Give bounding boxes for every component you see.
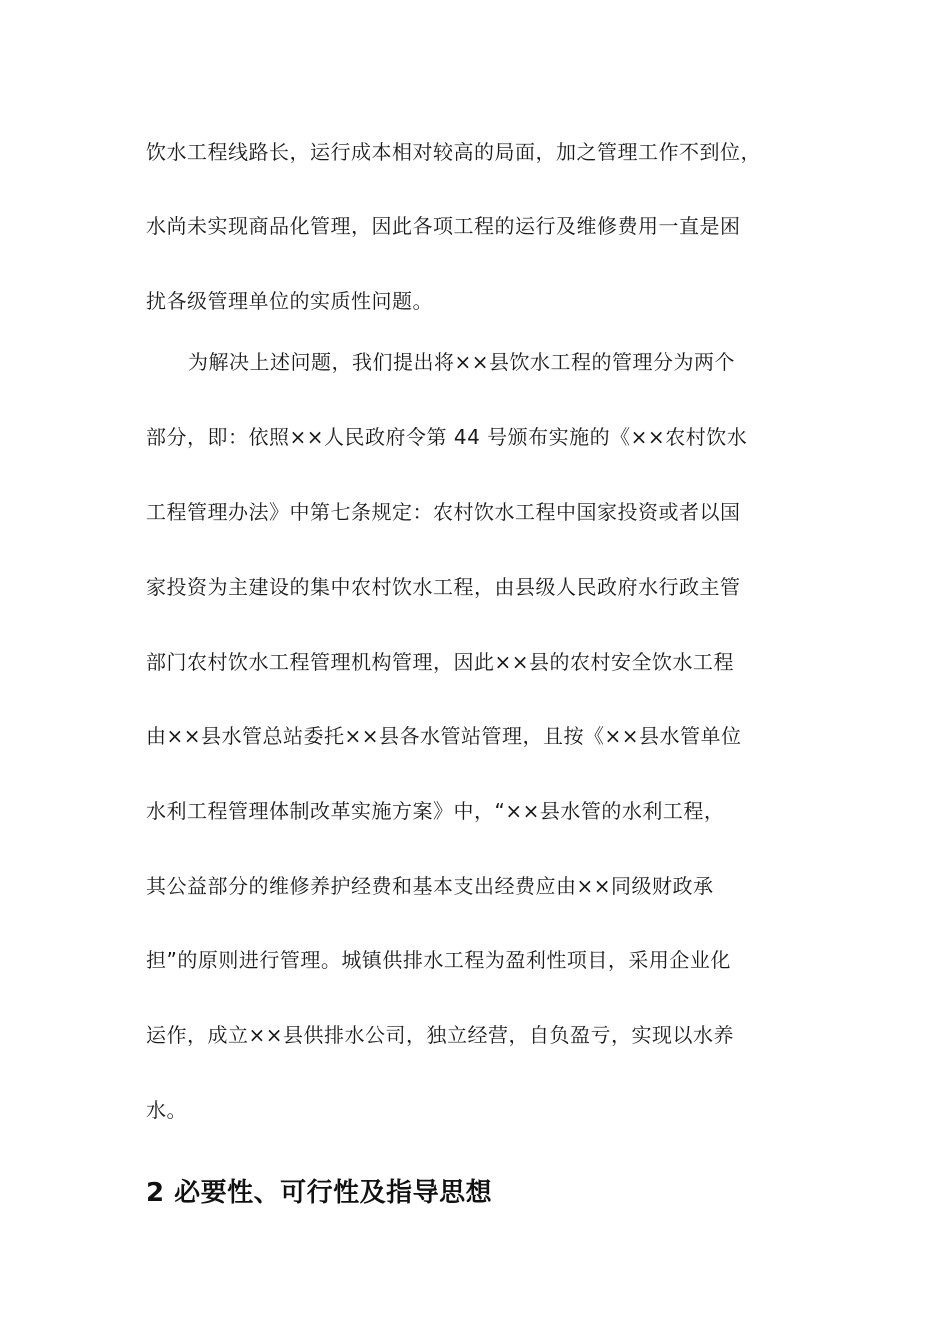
paragraph-2-line-6: 由××县水管总站委托××县各水管站管理，且按《××县水管单位 <box>146 724 742 748</box>
paragraph-1-line-2: 水尚未实现商品化管理，因此各项工程的运行及维修费用一直是困 <box>146 214 741 238</box>
paragraph-1-line-1: 饮水工程线路长，运行成本相对较高的局面，加之管理工作不到位， <box>146 140 761 164</box>
paragraph-2-line-2: 部分，即：依照××人民政府令第 44 号颁布实施的《××农村饮水 <box>146 425 748 449</box>
paragraph-2-line-1: 为解决上述问题，我们提出将××县饮水工程的管理分为两个 <box>188 350 736 374</box>
paragraph-2-line-5: 部门农村饮水工程管理机构管理，因此××县的农村安全饮水工程 <box>146 650 735 674</box>
paragraph-2-line-7: 水利工程管理体制改革实施方案》中，“××县水管的水利工程， <box>146 799 725 823</box>
paragraph-2-line-10: 运作，成立××县供排水公司，独立经营，自负盈亏，实现以水养 <box>146 1023 735 1047</box>
paragraph-2-line-11: 水。 <box>146 1098 187 1122</box>
paragraph-1-line-3: 扰各级管理单位的实质性问题。 <box>146 289 433 313</box>
paragraph-2-line-3: 工程管理办法》中第七条规定：农村饮水工程中国家投资或者以国 <box>146 500 741 524</box>
paragraph-2-line-9: 担”的原则进行管理。城镇供排水工程为盈利性项目，采用企业化 <box>146 948 731 972</box>
paragraph-2-line-8: 其公益部分的维修养护经费和基本支出经费应由××同级财政承 <box>146 874 714 898</box>
section-heading: 2 必要性、可行性及指导思想 <box>146 1178 493 1208</box>
paragraph-2-line-4: 家投资为主建设的集中农村饮水工程，由县级人民政府水行政主管 <box>146 575 741 599</box>
